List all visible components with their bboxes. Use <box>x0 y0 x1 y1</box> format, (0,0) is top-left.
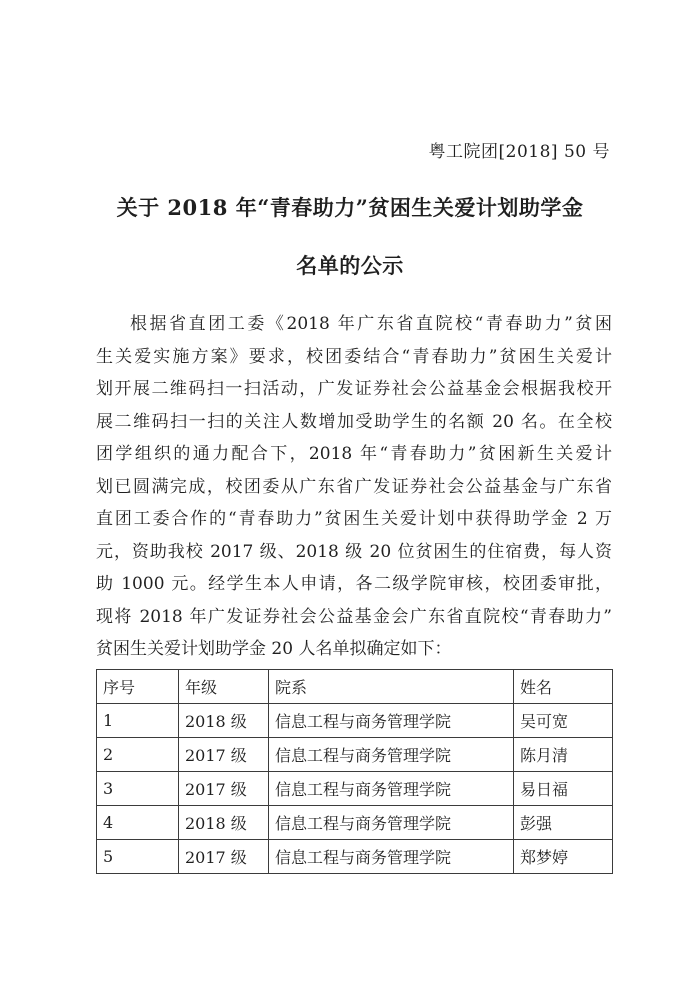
body-line: 展二维码扫一扫的关注人数增加受助学生的名额 20 名。在全校 <box>96 411 612 432</box>
cell-department: 信息工程与商务管理学院 <box>269 703 514 737</box>
cell-grade: 2018 级 <box>179 703 269 737</box>
cell-grade: 2017 级 <box>179 839 269 873</box>
document-title-line1: 关于 2018 年“青春助力”贫困生关爱计划助学金 <box>116 195 584 220</box>
cell-seq: 4 <box>97 805 179 839</box>
body-line: 助 1000 元。经学生本人申请，各二级学院审核，校团委审批， <box>96 574 612 594</box>
body-line: 划已圆满完成，校团委从广东省广发证券社会公益基金与广东省 <box>96 476 612 497</box>
column-header-name: 姓名 <box>514 669 613 703</box>
cell-department: 信息工程与商务管理学院 <box>269 839 514 873</box>
cell-grade: 2017 级 <box>179 771 269 805</box>
cell-grade: 2017 级 <box>179 737 269 771</box>
document-title-line2: 名单的公示 <box>296 253 404 278</box>
cell-seq: 5 <box>97 839 179 873</box>
document-number: 粤工院团[2018] 50 号 <box>428 142 610 162</box>
table-row <box>97 805 613 839</box>
cell-name: 陈月清 <box>514 737 613 771</box>
body-line: 划开展二维码扫一扫活动，广发证券社会公益基金会根据我校开 <box>96 379 612 399</box>
cell-department: 信息工程与商务管理学院 <box>269 771 514 805</box>
cell-seq: 2 <box>97 737 179 771</box>
body-line: 生关爱实施方案》要求，校团委结合“青春助力”贫困生关爱计 <box>96 346 612 367</box>
table-row <box>97 839 613 873</box>
cell-department: 信息工程与商务管理学院 <box>269 737 514 771</box>
body-line: 现将 2018 年广发证券社会公益基金会广东省直院校“青春助力” <box>96 606 612 627</box>
scholarship-roster-table <box>96 669 613 874</box>
table-row <box>97 771 613 805</box>
cell-seq: 1 <box>97 703 179 737</box>
cell-seq: 3 <box>97 771 179 805</box>
column-header-grade: 年级 <box>179 669 269 703</box>
table-header-row <box>97 669 613 703</box>
cell-name: 吴可宽 <box>514 703 613 737</box>
body-line: 直团工委合作的“青春助力”贫困生关爱计划中获得助学金 2 万 <box>96 509 612 529</box>
cell-name: 郑梦婷 <box>514 839 613 873</box>
column-header-seq: 序号 <box>97 669 179 703</box>
cell-name: 易日福 <box>514 771 613 805</box>
cell-name: 彭强 <box>514 805 613 839</box>
body-line: 元，资助我校 2017 级、2018 级 20 位贫困生的住宿费，每人资 <box>96 541 612 562</box>
body-line: 团学组织的通力配合下，2018 年“青春助力”贫困新生关爱计 <box>96 444 612 464</box>
cell-department: 信息工程与商务管理学院 <box>269 805 514 839</box>
body-paragraph <box>96 308 612 666</box>
table-row <box>97 703 613 737</box>
column-header-department: 院系 <box>269 669 514 703</box>
body-line: 贫困生关爱计划助学金 20 人名单拟确定如下： <box>96 639 452 659</box>
cell-grade: 2018 级 <box>179 805 269 839</box>
body-line: 根据省直团工委《2018 年广东省直院校“青春助力”贫困 <box>130 314 612 334</box>
table-row <box>97 737 613 771</box>
